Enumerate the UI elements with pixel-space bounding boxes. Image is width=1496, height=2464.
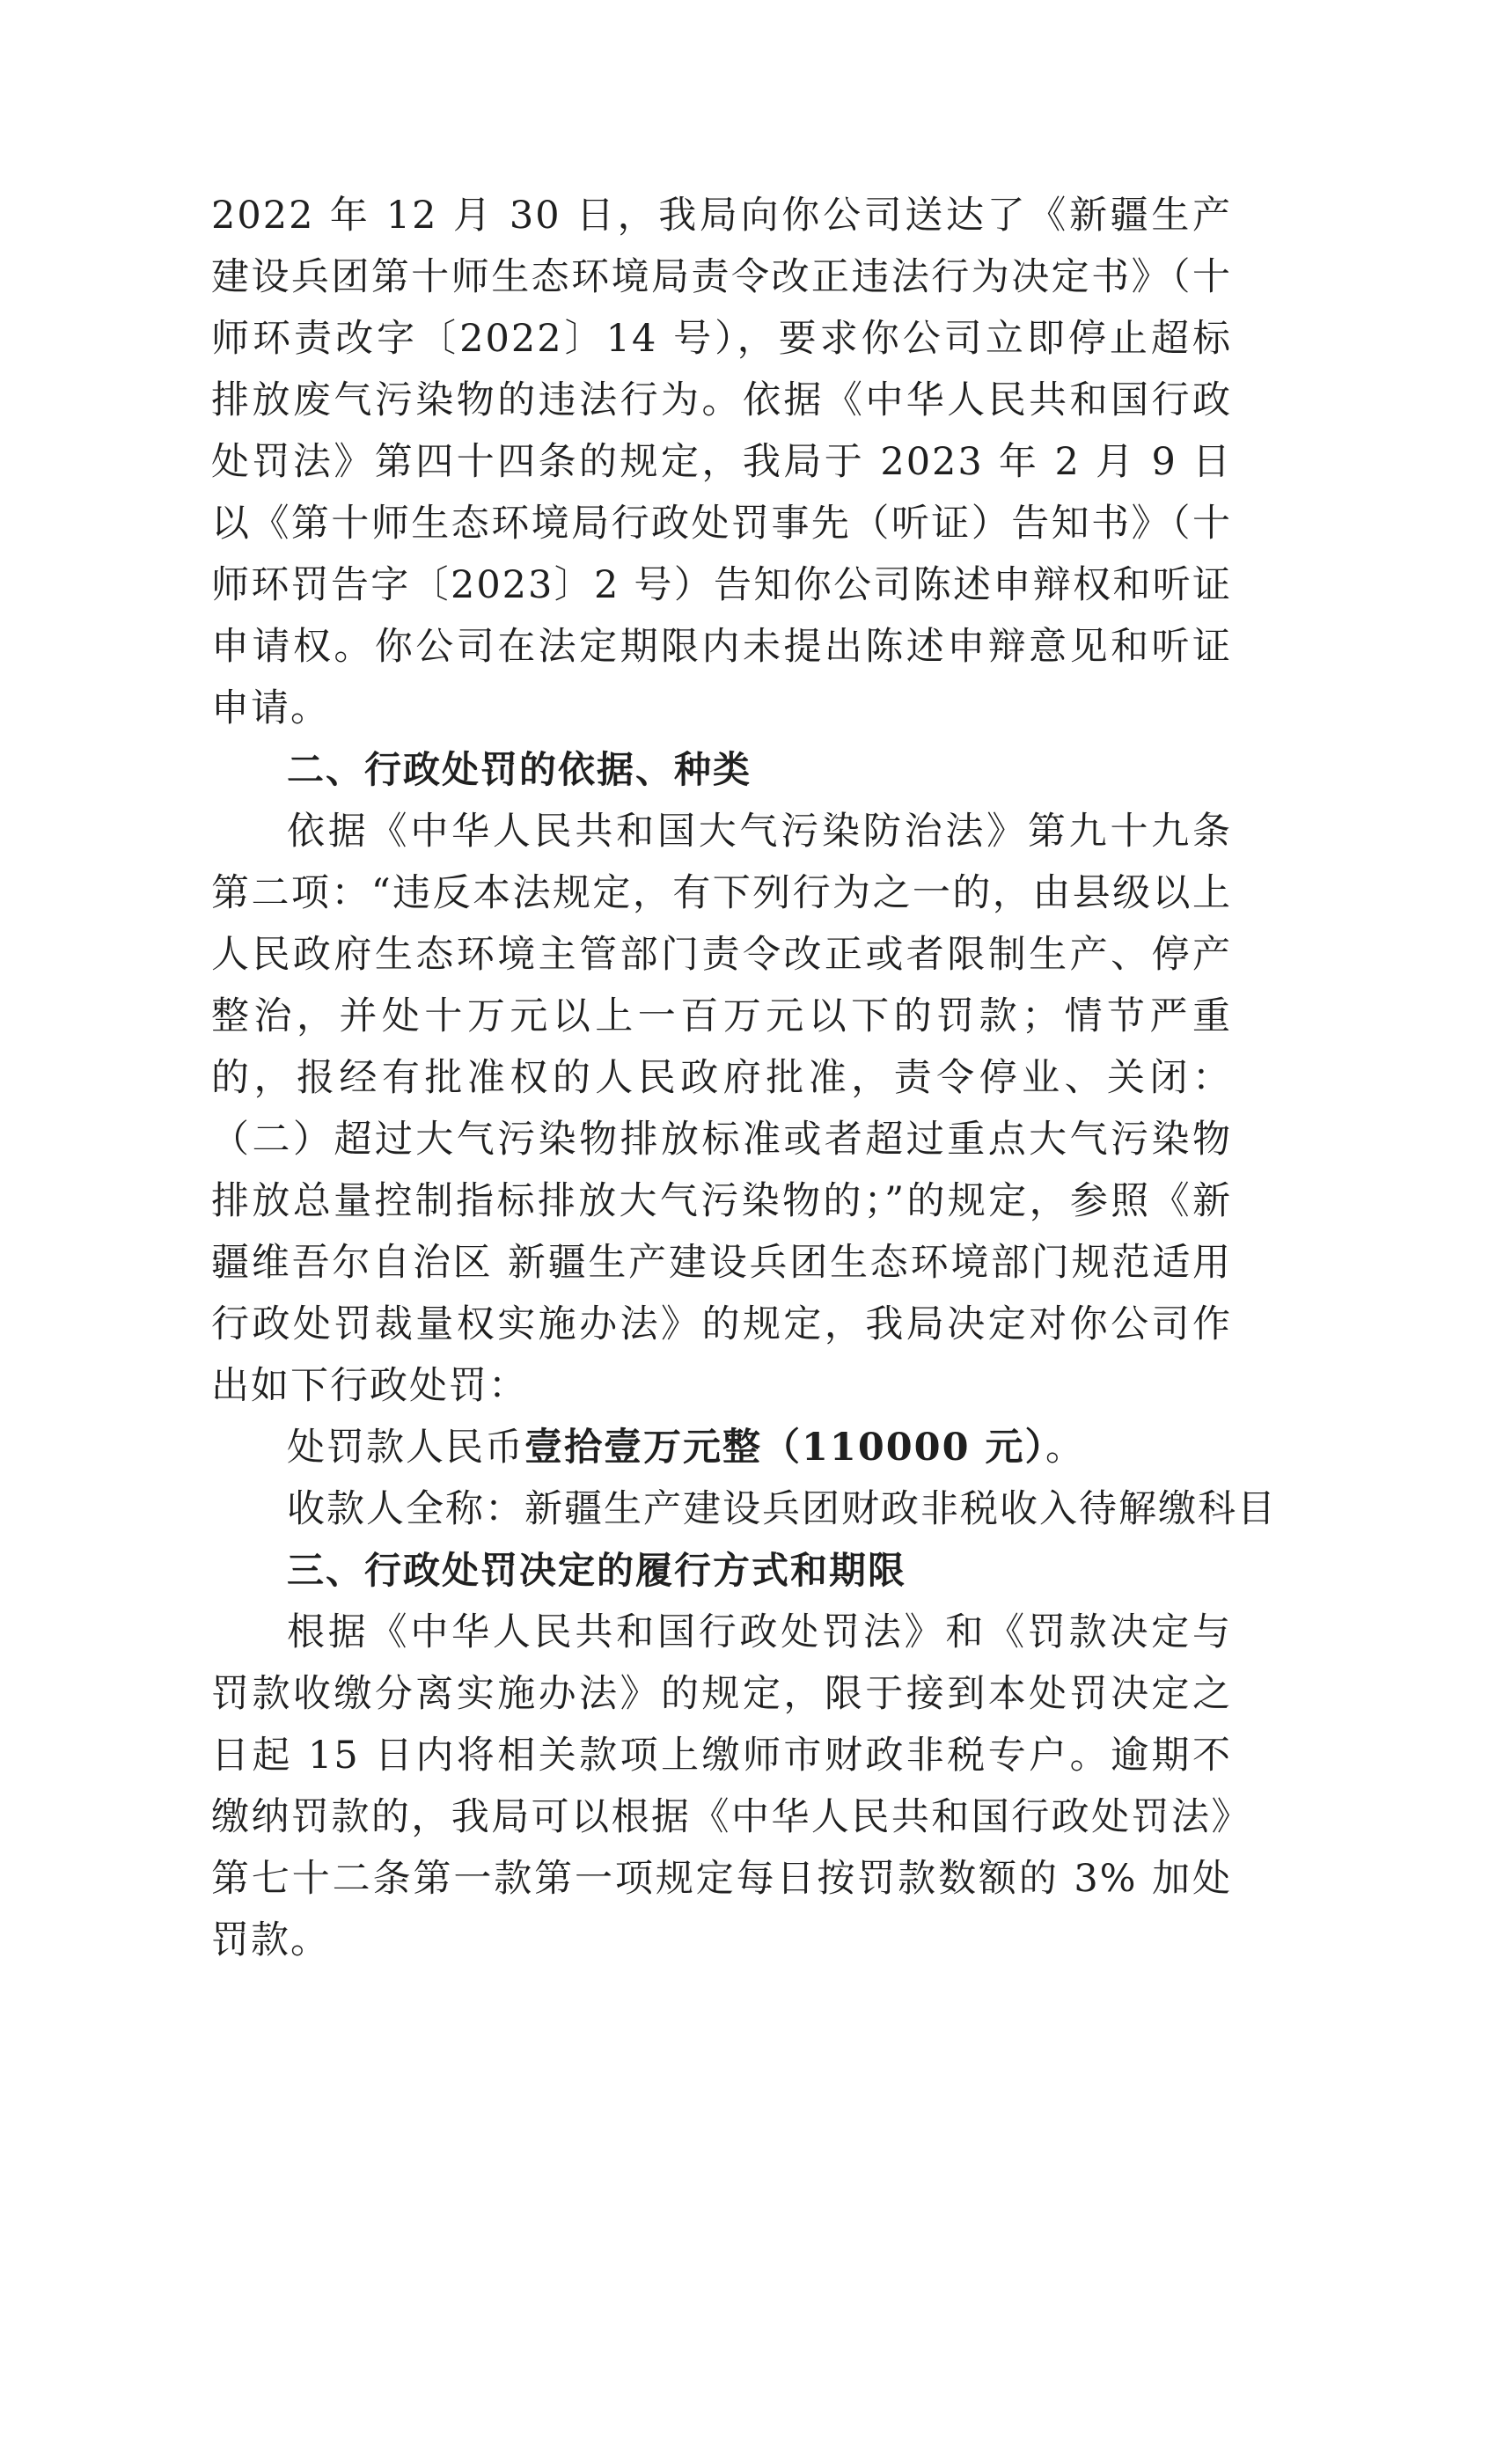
payee-line: 收款人全称：新疆生产建设兵团财政非税收入待解缴科目 (287, 1487, 1277, 1531)
document-page (211, 185, 1277, 1971)
section-2-heading: 二、行政处罚的依据、种类 (287, 748, 752, 791)
fine-suffix: 。 (1045, 1426, 1085, 1470)
fine-amount: 壹拾壹万元整（110000 元） (524, 1426, 1045, 1470)
section-3-heading: 三、行政处罚决定的履行方式和期限 (287, 1549, 907, 1592)
intro-paragraph: 2022 年 12 月 30 日，我局向你公司送达了《新疆生产建设兵团第十师生态环境局责令改正违法行为决定书》（十师环责改字〔2022〕14 号），要求你公司立即停止超标排放废气污染物的违法行为。依据《中华人民共和国行政处罚法》第四十四条的规定，我局于 2023 年 2 月 9 日以《第十师生态环境局行政处罚事先（听证）告知书》（十师环罚告字〔2023〕2 号）告知你公司陈述申辩权和听证申请权。你公司在法定期限内未提出陈述申辩意见和听证申请。 (211, 194, 1232, 730)
fine-line (211, 1417, 1232, 1478)
section-2-paragraph: 依据《中华人民共和国大气污染防治法》第九十九条第二项：“违反本法规定，有下列行为之一的，由县级以上人民政府生态环境主管部门责令改正或者限制生产、停产整治，并处十万元以上一百万元以下的罚款；情节严重的，报经有批准权的人民政府批准，责令停业、关闭：（二）超过大气污染物排放标准或者超过重点大气污染物排放总量控制指标排放大气污染物的；”的规定，参照《新疆维吾尔自治区 新疆生产建设兵团生态环境部门规范适用行政处罚裁量权实施办法》的规定，我局决定对你公司作出如下行政处罚： (211, 810, 1232, 1408)
fine-prefix: 处罚款人民币 (287, 1426, 524, 1470)
section-3-paragraph: 根据《中华人民共和国行政处罚法》和《罚款决定与罚款收缴分离实施办法》的规定，限于接到本处罚决定之日起 15 日内将相关款项上缴师市财政非税专户。逾期不缴纳罚款的，我局可以根据《中华人民共和国行政处罚法》第七十二条第一款第一项规定每日按罚款数额的 3% 加处罚款。 (211, 1610, 1232, 1962)
